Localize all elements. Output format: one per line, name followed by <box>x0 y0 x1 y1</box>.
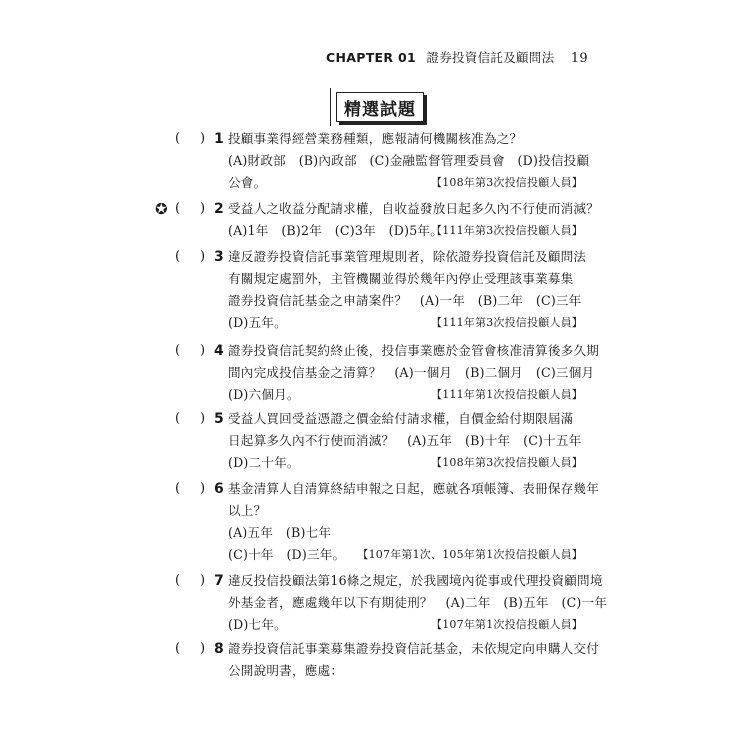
question-text: 基金清算人自清算終結申報之日起，應就各項帳簿、表冊保存幾年 <box>228 481 600 496</box>
question-number: 4 <box>214 343 224 359</box>
question-text: (A)財政部 (B)內政部 (C)金融監督管理委員會 (D)投信投顧 <box>228 153 590 168</box>
exam-source-tag: 【107年第1次投信投顧人員】 <box>431 618 583 631</box>
answer-paren-open: ( <box>175 641 181 656</box>
question-line <box>228 430 583 452</box>
answer-paren-close: ) <box>200 481 206 496</box>
exam-source-tag: 【108年第3次投信投顧人員】 <box>431 176 583 189</box>
question-line <box>228 570 603 592</box>
question-line <box>228 592 608 614</box>
question-line <box>228 522 583 544</box>
question-text: (A)1年 (B)2年 (C)3年 (D)5年。 <box>228 223 443 238</box>
answer-paren-open: ( <box>175 131 181 146</box>
question-body <box>228 638 600 682</box>
question-body <box>228 246 587 334</box>
answer-paren-close: ) <box>200 411 206 426</box>
question-line <box>228 500 583 522</box>
answer-paren-open: ( <box>175 201 181 216</box>
question-text: (D)五年。 <box>228 315 287 330</box>
answer-paren-open: ( <box>175 573 181 588</box>
question-line <box>228 128 583 150</box>
question-text: 公會。 <box>228 175 267 190</box>
question-number: 7 <box>214 573 224 589</box>
page-number: 19 <box>570 51 588 66</box>
answer-paren-close: ) <box>200 131 206 146</box>
chapter-label: CHAPTER 01 <box>326 50 416 65</box>
exam-source-tag: 【107年第1次、105年第1次投信投顧人員】 <box>357 548 583 561</box>
question-line <box>228 290 583 312</box>
question-text: 違反證券投資信託事業管理規則者，除依證券投資信託及顧問法 <box>228 249 587 264</box>
question-text: 證券投資信託基金之申請案件？ (A)一年 (B)二年 (C)三年 <box>228 293 582 308</box>
question-number: 5 <box>214 411 224 427</box>
question-text: 證券投資信託事業募集證券投資信託基金，未依規定向申購人交付 <box>228 641 600 656</box>
question-line <box>228 198 600 220</box>
running-header <box>326 48 588 66</box>
question-line <box>228 384 583 406</box>
question-line <box>228 150 590 172</box>
answer-paren-close: ) <box>200 201 206 216</box>
question-line <box>228 172 583 194</box>
question-text: 公開說明書，應處： <box>228 663 344 678</box>
question-text: 日起算多久內不行使而消滅？ (A)五年 (B)十年 (C)十五年 <box>228 433 582 448</box>
question-number: 3 <box>214 249 224 265</box>
question-line <box>228 220 583 242</box>
question-line <box>228 246 587 268</box>
answer-paren-open: ( <box>175 343 181 358</box>
question-text: 受益人之收益分配請求權，自收益發放日起多久內不行使而消滅？ <box>228 201 600 216</box>
question-text: 證券投資信託契約終止後，投信事業應於金管會核准清算後多久期 <box>228 343 600 358</box>
answer-paren-close: ) <box>200 249 206 264</box>
question-text: (D)七年。 <box>228 617 287 632</box>
question-line <box>228 452 583 474</box>
question-text: 違反投信投顧法第16條之規定，於我國境內從事或代理投資顧問境 <box>228 573 603 588</box>
book-title: 證券投資信託及顧問法 <box>426 50 555 65</box>
question-body <box>228 570 608 636</box>
question-body <box>228 198 600 242</box>
question-text: (D)六個月。 <box>228 387 300 402</box>
question-line <box>228 544 583 566</box>
question-body <box>228 340 600 406</box>
question-text: 受益人買回受益憑證之價金給付請求權，自價金給付期限屆滿 <box>228 411 574 426</box>
question-text: (C)十年 (D)三年。 <box>228 547 346 562</box>
question-number: 1 <box>214 131 224 147</box>
question-text: 投顧事業得經營業務種類，應報請何機關核准為之？ <box>228 131 523 146</box>
question-number: 6 <box>214 481 224 497</box>
question-body <box>228 408 583 474</box>
question-body <box>228 478 600 566</box>
question-line <box>228 268 583 290</box>
question-number: 2 <box>214 201 224 217</box>
question-line <box>228 478 600 500</box>
question-text: 有關規定處罰外，主管機關並得於幾年內停止受理該事業募集 <box>228 271 574 286</box>
question-line <box>228 660 583 682</box>
section-title: 精選試題 <box>344 99 416 120</box>
question-line <box>228 638 600 660</box>
answer-paren-open: ( <box>175 249 181 264</box>
section-title-box <box>336 92 424 122</box>
question-text: 以上？ <box>228 503 267 518</box>
exam-source-tag: 【111年第3次投信投顧人員】 <box>431 224 583 237</box>
question-line <box>228 408 583 430</box>
question-body <box>228 128 590 194</box>
question-line <box>228 312 583 334</box>
answer-paren-close: ) <box>200 343 206 358</box>
exam-source-tag: 【111年第3次投信投顧人員】 <box>431 316 583 329</box>
answer-paren-close: ) <box>200 573 206 588</box>
question-text: (A)五年 (B)七年 <box>228 525 332 540</box>
question-text: (D)二十年。 <box>228 455 300 470</box>
question-line <box>228 362 595 384</box>
star-mark-icon: ✪ <box>155 200 168 218</box>
question-line <box>228 340 600 362</box>
exam-source-tag: 【108年第3次投信投顧人員】 <box>431 456 583 469</box>
question-line <box>228 614 583 636</box>
question-number: 8 <box>214 641 224 657</box>
question-text: 外基金者，應處幾年以下有期徒刑？ (A)二年 (B)五年 (C)一年 <box>228 595 608 610</box>
question-text: 間內完成投信基金之清算？ (A)一個月 (B)二個月 (C)三個月 <box>228 365 595 380</box>
answer-paren-close: ) <box>200 641 206 656</box>
answer-paren-open: ( <box>175 411 181 426</box>
exam-source-tag: 【111年第1次投信投顧人員】 <box>431 388 583 401</box>
answer-paren-open: ( <box>175 481 181 496</box>
